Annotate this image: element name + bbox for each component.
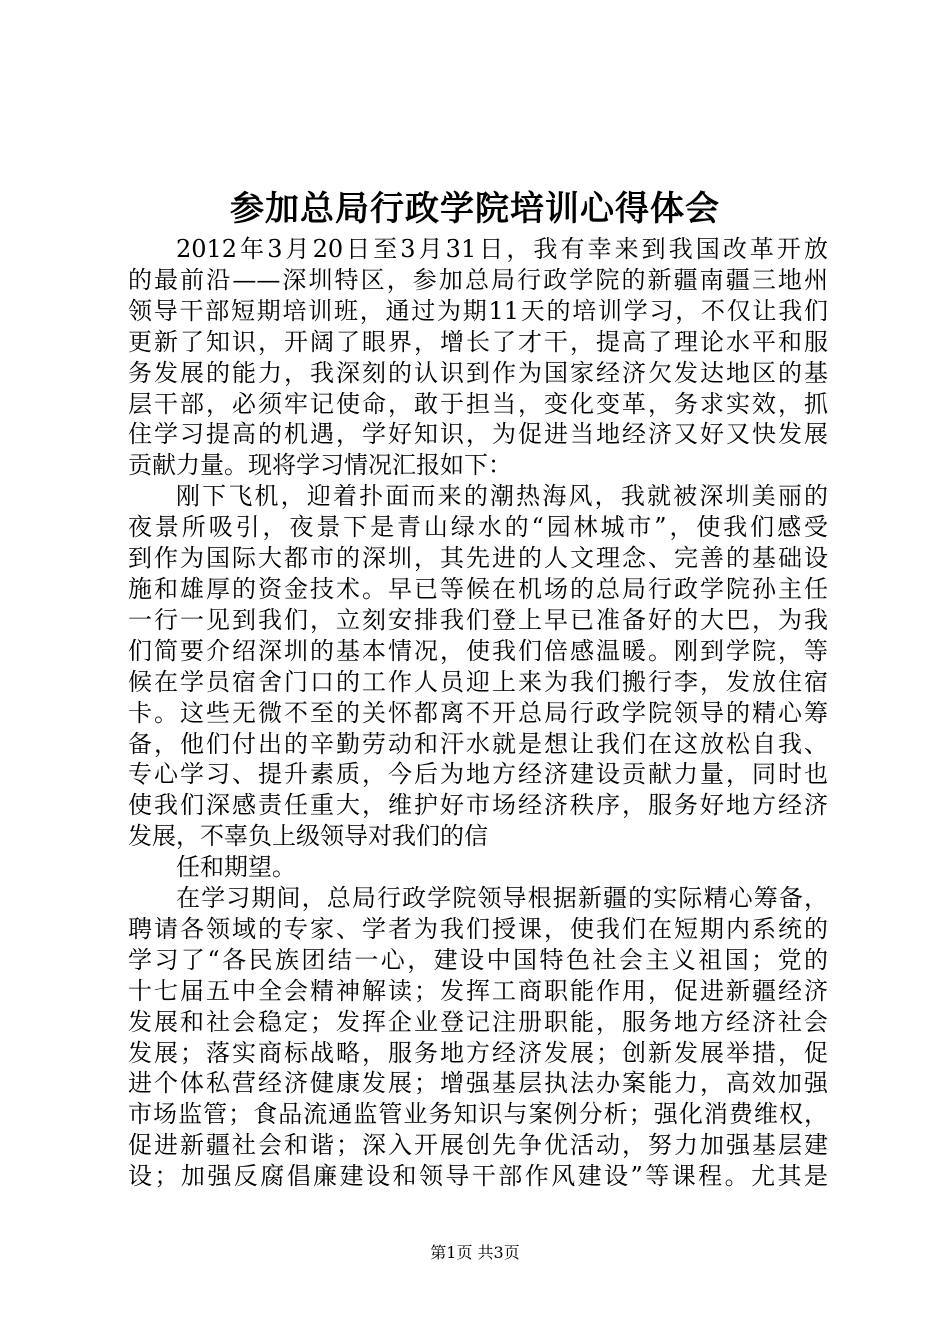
page-number-footer: 第1页 共3页 (430, 1243, 520, 1262)
paragraph-1-line-1: 2012年3月20日至3月31日，我有幸来到我国改革开放 (176, 235, 828, 263)
paragraph-2-line-4: 施和雄厚的资金技术。早已等候在机场的总局行政学院孙主任 (128, 574, 828, 603)
paragraph-4-line-4: 十七届五中全会精神解读；发挥工商职能作用，促进新疆经济 (128, 976, 828, 1005)
paragraph-1-line-3: 领导干部短期培训班，通过为期11天的培训学习，不仅让我们 (128, 296, 828, 325)
paragraph-2-line-5: 一行一见到我们，立刻安排我们登上早已准备好的大巴，为我 (128, 605, 828, 634)
paragraph-2-line-11: 使我们深感责任重大，维护好市场经济秩序，服务好地方经济 (128, 791, 828, 820)
paragraph-4-line-6: 发展；落实商标战略，服务地方经济发展；创新发展举措，促 (128, 1038, 828, 1067)
paragraph-2-line-6: 们简要介绍深圳的基本情况，使我们倍感温暖。刚到学院，等 (128, 636, 828, 665)
paragraph-4-line-9: 促进新疆社会和谐；深入开展创先争优活动，努力加强基层建 (128, 1131, 828, 1160)
paragraph-2-line-12: 发展，不辜负上级领导对我们的信 (128, 822, 488, 851)
document-title: 参加总局行政学院培训心得体会 (230, 189, 720, 229)
paragraph-2-line-7: 候在学员宿舍门口的工作人员迎上来为我们搬行李，发放住宿 (128, 667, 828, 696)
paragraph-1-line-2: 的最前沿——深圳特区，参加总局行政学院的新疆南疆三地州 (128, 265, 828, 294)
paragraph-4-line-8: 市场监管；食品流通监管业务知识与案例分析；强化消费维权， (128, 1100, 828, 1129)
paragraph-2-line-9: 备，他们付出的辛勤劳动和汗水就是想让我们在这放松自我、 (128, 729, 828, 758)
paragraph-2-line-2: 夜景所吸引，夜景下是青山绿水的“园林城市”，使我们感受 (128, 513, 828, 542)
paragraph-1-line-4: 更新了知识，开阔了眼界，增长了才干，提高了理论水平和服 (128, 327, 828, 356)
paragraph-2-line-1: 刚下飞机，迎着扑面而来的潮热海风，我就被深圳美丽的 (176, 482, 828, 511)
paragraph-2-line-8: 卡。这些无微不至的关怀都离不开总局行政学院领导的精心筹 (128, 698, 828, 727)
paragraph-4-line-1: 在学习期间，总局行政学院领导根据新疆的实际精心筹备， (176, 884, 828, 913)
paragraph-4-line-10: 设；加强反腐倡廉建设和领导干部作风建设”等课程。尤其是 (128, 1162, 828, 1191)
paragraph-1-line-7: 住学习提高的机遇，学好知识，为促进当地经济又好又快发展 (128, 420, 828, 449)
paragraph-4-line-5: 发展和社会稳定；发挥企业登记注册职能，服务地方经济社会 (128, 1007, 828, 1036)
paragraph-1-line-5: 务发展的能力，我深刻的认识到作为国家经济欠发达地区的基 (128, 358, 828, 387)
paragraph-4-line-2: 聘请各领域的专家、学者为我们授课，使我们在短期内系统的 (128, 914, 828, 943)
paragraph-1-line-6: 层干部，必须牢记使命，敢于担当，变化变革，务求实效，抓 (128, 389, 828, 418)
paragraph-1-line-8: 贡献力量。现将学习情况汇报如下： (128, 451, 512, 480)
paragraph-3-line-1: 任和期望。 (176, 853, 296, 882)
paragraph-2-line-3: 到作为国际大都市的深圳，其先进的人文理念、完善的基础设 (128, 544, 828, 573)
paragraph-4-line-7: 进个体私营经济健康发展；增强基层执法办案能力，高效加强 (128, 1069, 828, 1098)
paragraph-2-line-10: 专心学习、提升素质，今后为地方经济建设贡献力量，同时也 (128, 760, 828, 789)
document-body (128, 234, 828, 1192)
paragraph-4-line-3: 学习了“各民族团结一心，建设中国特色社会主义祖国；党的 (128, 945, 828, 974)
